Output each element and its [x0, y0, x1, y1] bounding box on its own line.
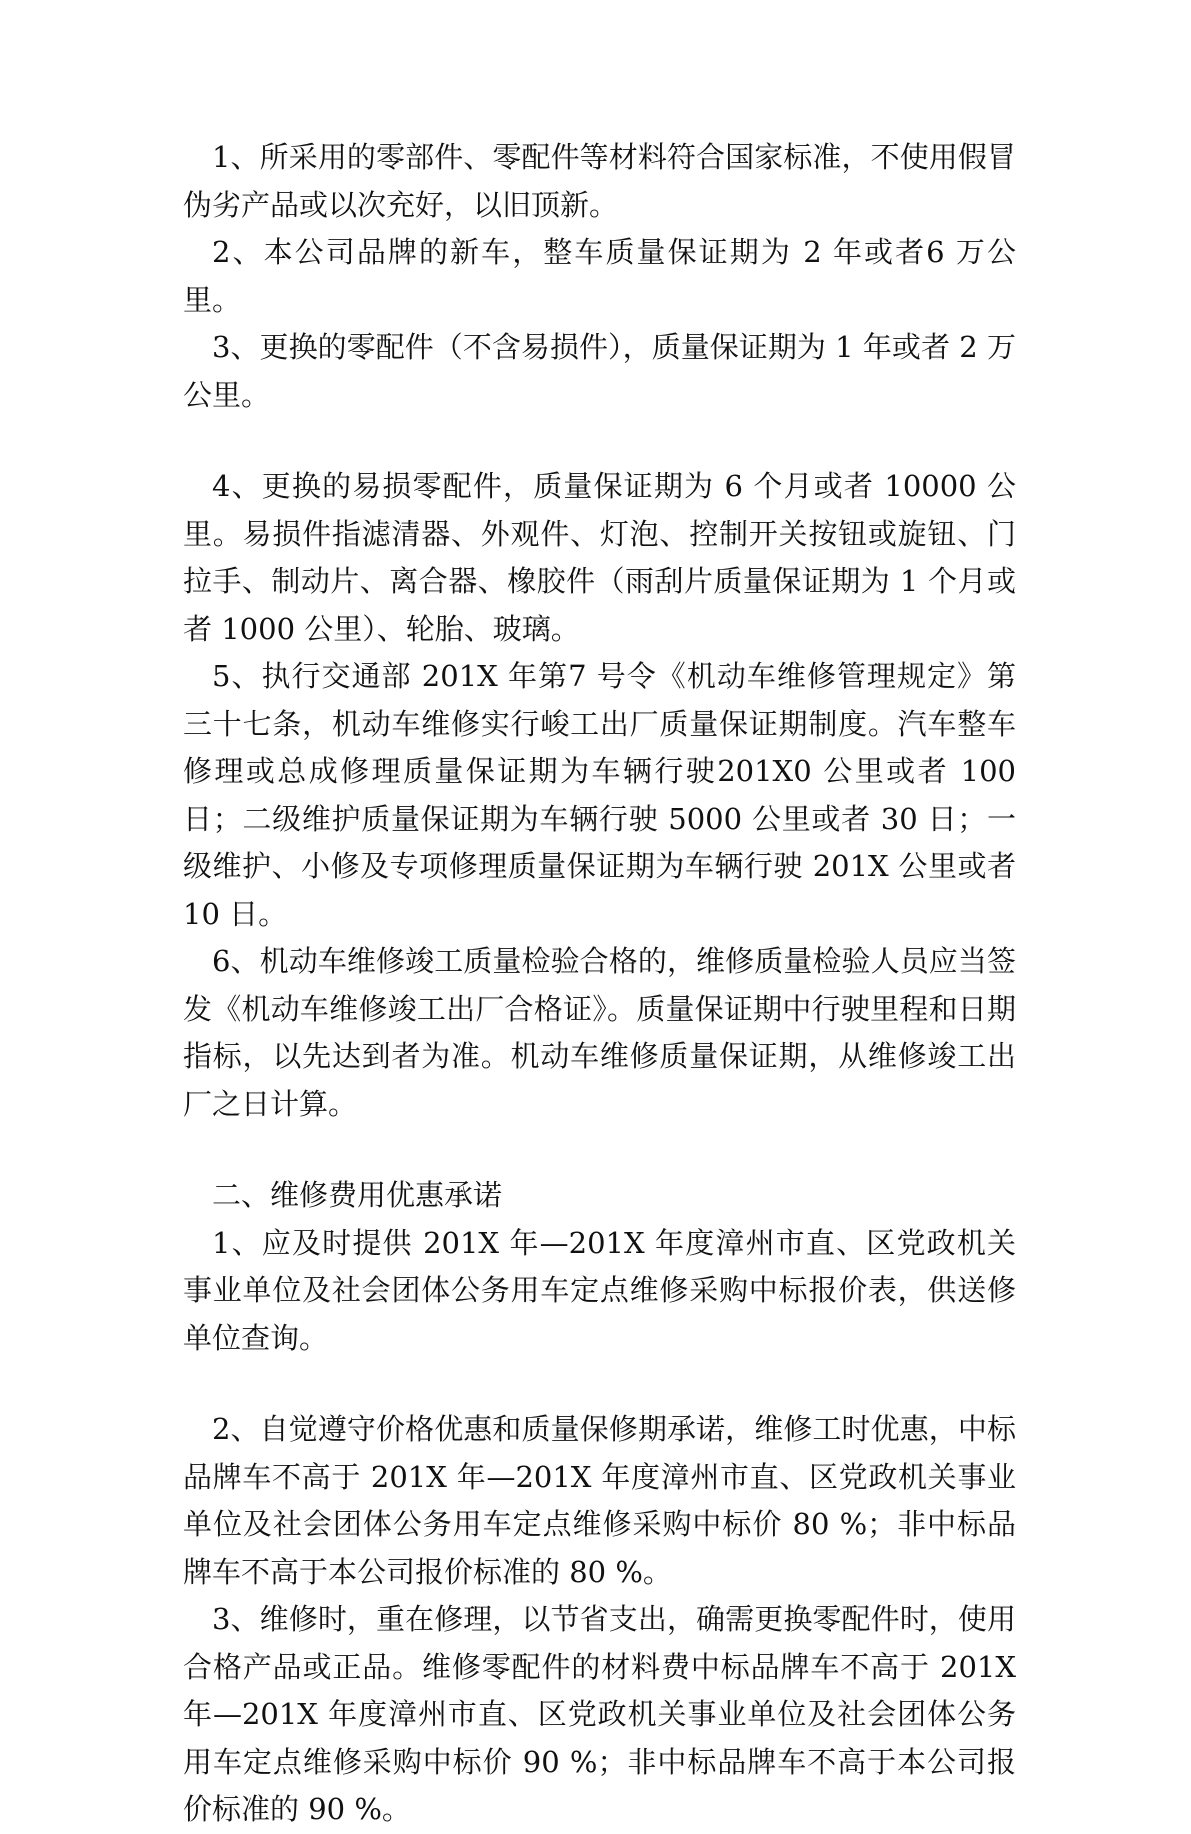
paragraph-quality-5: 5、执行交通部 201X 年第7 号令《机动车维修管理规定》第三十七条，机动车维修实行峻工出厂质量保证期制度。汽车整车修理或总成修理质量保证期为车辆行驶201X0 公里或者 100 日；二级维护质量保证期为车辆行驶 5000 公里或者 30 日；一级维护、小修及专项修理质量保证期为车辆行驶 201X 公里或者10 日。: [183, 659, 1016, 931]
paragraph-cost-1: 1、应及时提供 201X 年—201X 年度漳州市直、区党政机关事业单位及社会团体公务用车定点维修采购中标报价表，供送修单位查询。: [183, 1225, 1016, 1355]
paragraph-quality-2: 2、本公司品牌的新车，整车质量保证期为 2 年或者6 万公里。: [183, 235, 1016, 317]
section-heading-cost-commitment: 二、维修费用优惠承诺: [212, 1178, 503, 1212]
paragraph-quality-6: 6、机动车维修竣工质量检验合格的，维修质量检验人员应当签发《机动车维修竣工出厂合格证》。质量保证期中行驶里程和日期指标，以先达到者为准。机动车维修质量保证期，从维修竣工出厂之日计算。: [183, 944, 1016, 1121]
paragraph-quality-4: 4、更换的易损零配件，质量保证期为 6 个月或者 10000 公里。易损件指滤清器、外观件、灯泡、控制开关按钮或旋钮、门拉手、制动片、离合器、橡胶件（雨刮片质量保证期为 1 个月或者 1000 公里）、轮胎、玻璃。: [183, 469, 1016, 646]
paragraph-quality-3: 3、更换的零配件（不含易损件），质量保证期为 1 年或者 2 万公里。: [183, 330, 1016, 412]
paragraph-cost-2: 2、自觉遵守价格优惠和质量保修期承诺，维修工时优惠，中标品牌车不高于 201X 年—201X 年度漳州市直、区党政机关事业单位及社会团体公务用车定点维修采购中标价 80 %；非中标品牌车不高于本公司报价标准的 80 %。: [183, 1412, 1016, 1589]
paragraph-cost-3: 3、维修时，重在修理，以节省支出，确需更换零配件时，使用合格产品或正品。维修零配件的材料费中标品牌车不高于 201X 年—201X 年度漳州市直、区党政机关事业单位及社会团体公务用车定点维修采购中标价 90 %；非中标品牌车不高于本公司报价标准的 90 %。: [183, 1602, 1016, 1826]
paragraph-quality-1: 1、所采用的零部件、零配件等材料符合国家标准，不使用假冒伪劣产品或以次充好，以旧顶新。: [183, 140, 1016, 222]
